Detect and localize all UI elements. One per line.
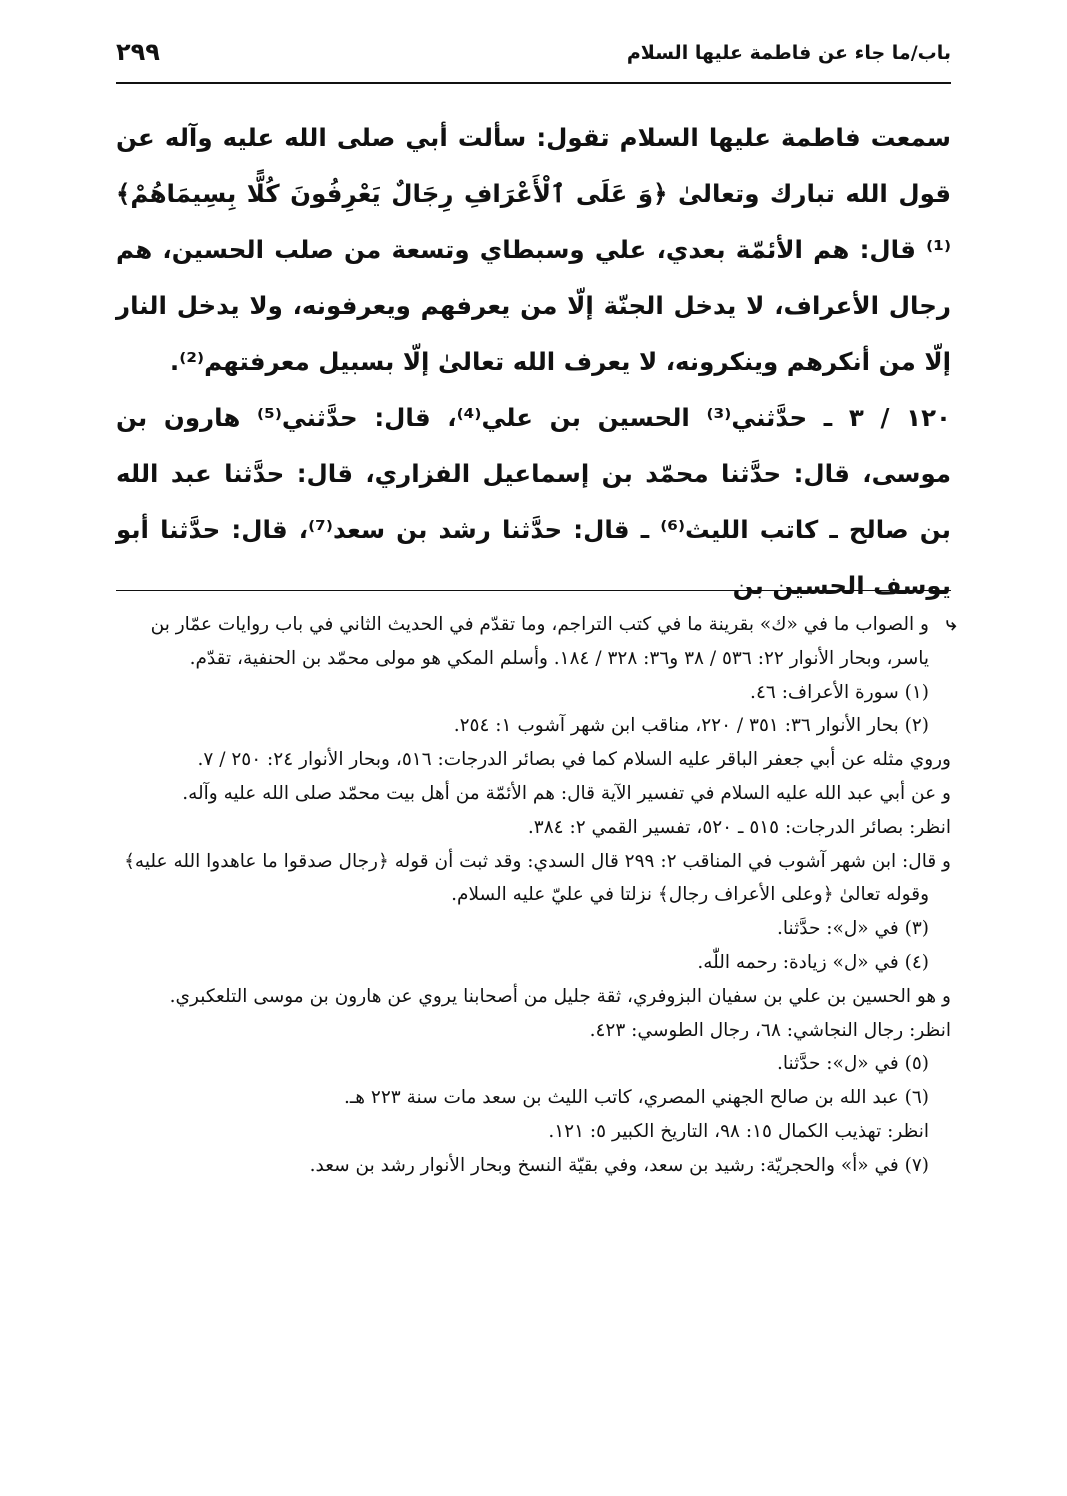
footnote-4-note-b: انظر: رجال النجاشي: ٦٨، رجال الطوسي: ٤٢٣. [589,1019,951,1041]
footnote-2-note-c: انظر: بصائر الدرجات: ٥١٥ ـ ٥٢٠، تفسير القمي ٢: ٣٨٤. [527,816,951,838]
footnote-divider [116,590,951,591]
footnote-continuation [116,608,957,676]
footnote-4: (٤) في «ل» زيادة: رحمه اللّٰه. [697,951,929,973]
footnote-continuation-text: و الصواب ما في «ك» بقرينة ما في كتب التراجم، وما تقدّم في الحديث الثاني في باب روايات عمّار بن ياسر، وبحار الأنوار ٢٢: ٥٣٦ / ٣٨ و٣٦: ٣٢٨ / ١٨٤. وأسلم المكي هو مولى محمّد بن الحنفية، تقدّم. [150,614,929,669]
footnote-2-note-b: و عن أبي عبد الله عليه السلام في تفسير الآية قال: هم الأئمّة من أهل بيت محمّد صلى الله عليه وآله. [182,782,951,804]
footnote-7: (٧) في «أ» والحجريّة: رشيد بن سعد، وفي بقيّة النسخ وبحار الأنوار رشد بن سعد. [309,1154,929,1176]
continuation-arrow-icon: ⤷ [945,614,957,635]
footnote-6: (٦) عبد الله بن صالح الجهني المصري، كاتب الليث بن سعد مات سنة ٢٢٣ هـ. [343,1087,929,1109]
main-text [116,110,951,614]
chapter-title: باب/ما جاء عن فاطمة عليها السلام [626,42,951,64]
footnote-6-note-a: انظر: تهذيب الكمال ١٥: ٩٨، التاريخ الكبير ٥: ١٢١. [548,1120,929,1142]
page-number: ٢٩٩ [116,38,160,66]
footnote-4-note-a: و هو الحسين بن علي بن سفيان البزوفري، ثقة جليل من أصحابنا يروي عن هارون بن موسى التلعكبري. [169,985,951,1007]
footnote-5: (٥) في «ل»: حدَّثنا. [777,1053,929,1075]
footnote-2: (٢) بحار الأنوار ٣٦: ٣٥١ / ٢٢٠، مناقب ابن شهر آشوب ١: ٢٥٤. [453,715,929,737]
footnote-1: (١) سورة الأعراف: ٤٦. [750,681,929,703]
footnote-2-note-d: و قال: ابن شهر آشوب في المناقب ٢: ٢٩٩ قال السدي: وقد ثبت أن قوله ﴿رجال صدقوا ما عاهدوا الله عليه﴾ وقوله تعالىٰ ﴿وعلى الأعراف رجال﴾ نزلتا في عليّ عليه السلام. [124,850,951,906]
footnotes [116,608,957,1183]
footnote-3: (٣) في «ل»: حدَّثنا. [777,918,929,940]
hadith-paragraph-2: ١٢٠ / ٣ ـ حدَّثني⁽³⁾ الحسين بن علي⁽⁴⁾، قال: حدَّثني⁽⁵⁾ هارون بن موسى، قال: حدَّثنا محمّد بن إسماعيل الفزاري، قال: حدَّثنا عبد الله بن صالح ـ كاتب الليث⁽⁶⁾ ـ قال: حدَّثنا رشد بن سعد⁽⁷⁾، قال: حدَّثنا أبو يوسف الحسين بن [116,403,951,600]
footnote-2-note-a: وروي مثله عن أبي جعفر الباقر عليه السلام كما في بصائر الدرجات: ٥١٦، وبحار الأنوار ٢٤: ٢٥٠ / ٧. [197,749,951,771]
hadith-paragraph-1: سمعت فاطمة عليها السلام تقول: سألت أبي صلى الله عليه وآله عن قول الله تبارك وتعالىٰ ﴿وَ عَلَى ٱلْأَعْرَافِ رِجَالٌ يَعْرِفُونَ كُلًّا بِسِيمَاهُمْ﴾⁽¹⁾ قال: هم الأئمّة بعدي، علي وسبطاي وتسعة من صلب الحسين، هم رجال الأعراف، لا يدخل الجنّة إلّا من يعرفهم ويعرفونه، ولا يدخل النار إلّا من أنكرهم وينكرونه، لا يعرف الله تعالىٰ إلّا بسبيل معرفتهم⁽²⁾. [116,123,951,376]
header-divider [116,82,951,84]
page-header [116,38,951,78]
